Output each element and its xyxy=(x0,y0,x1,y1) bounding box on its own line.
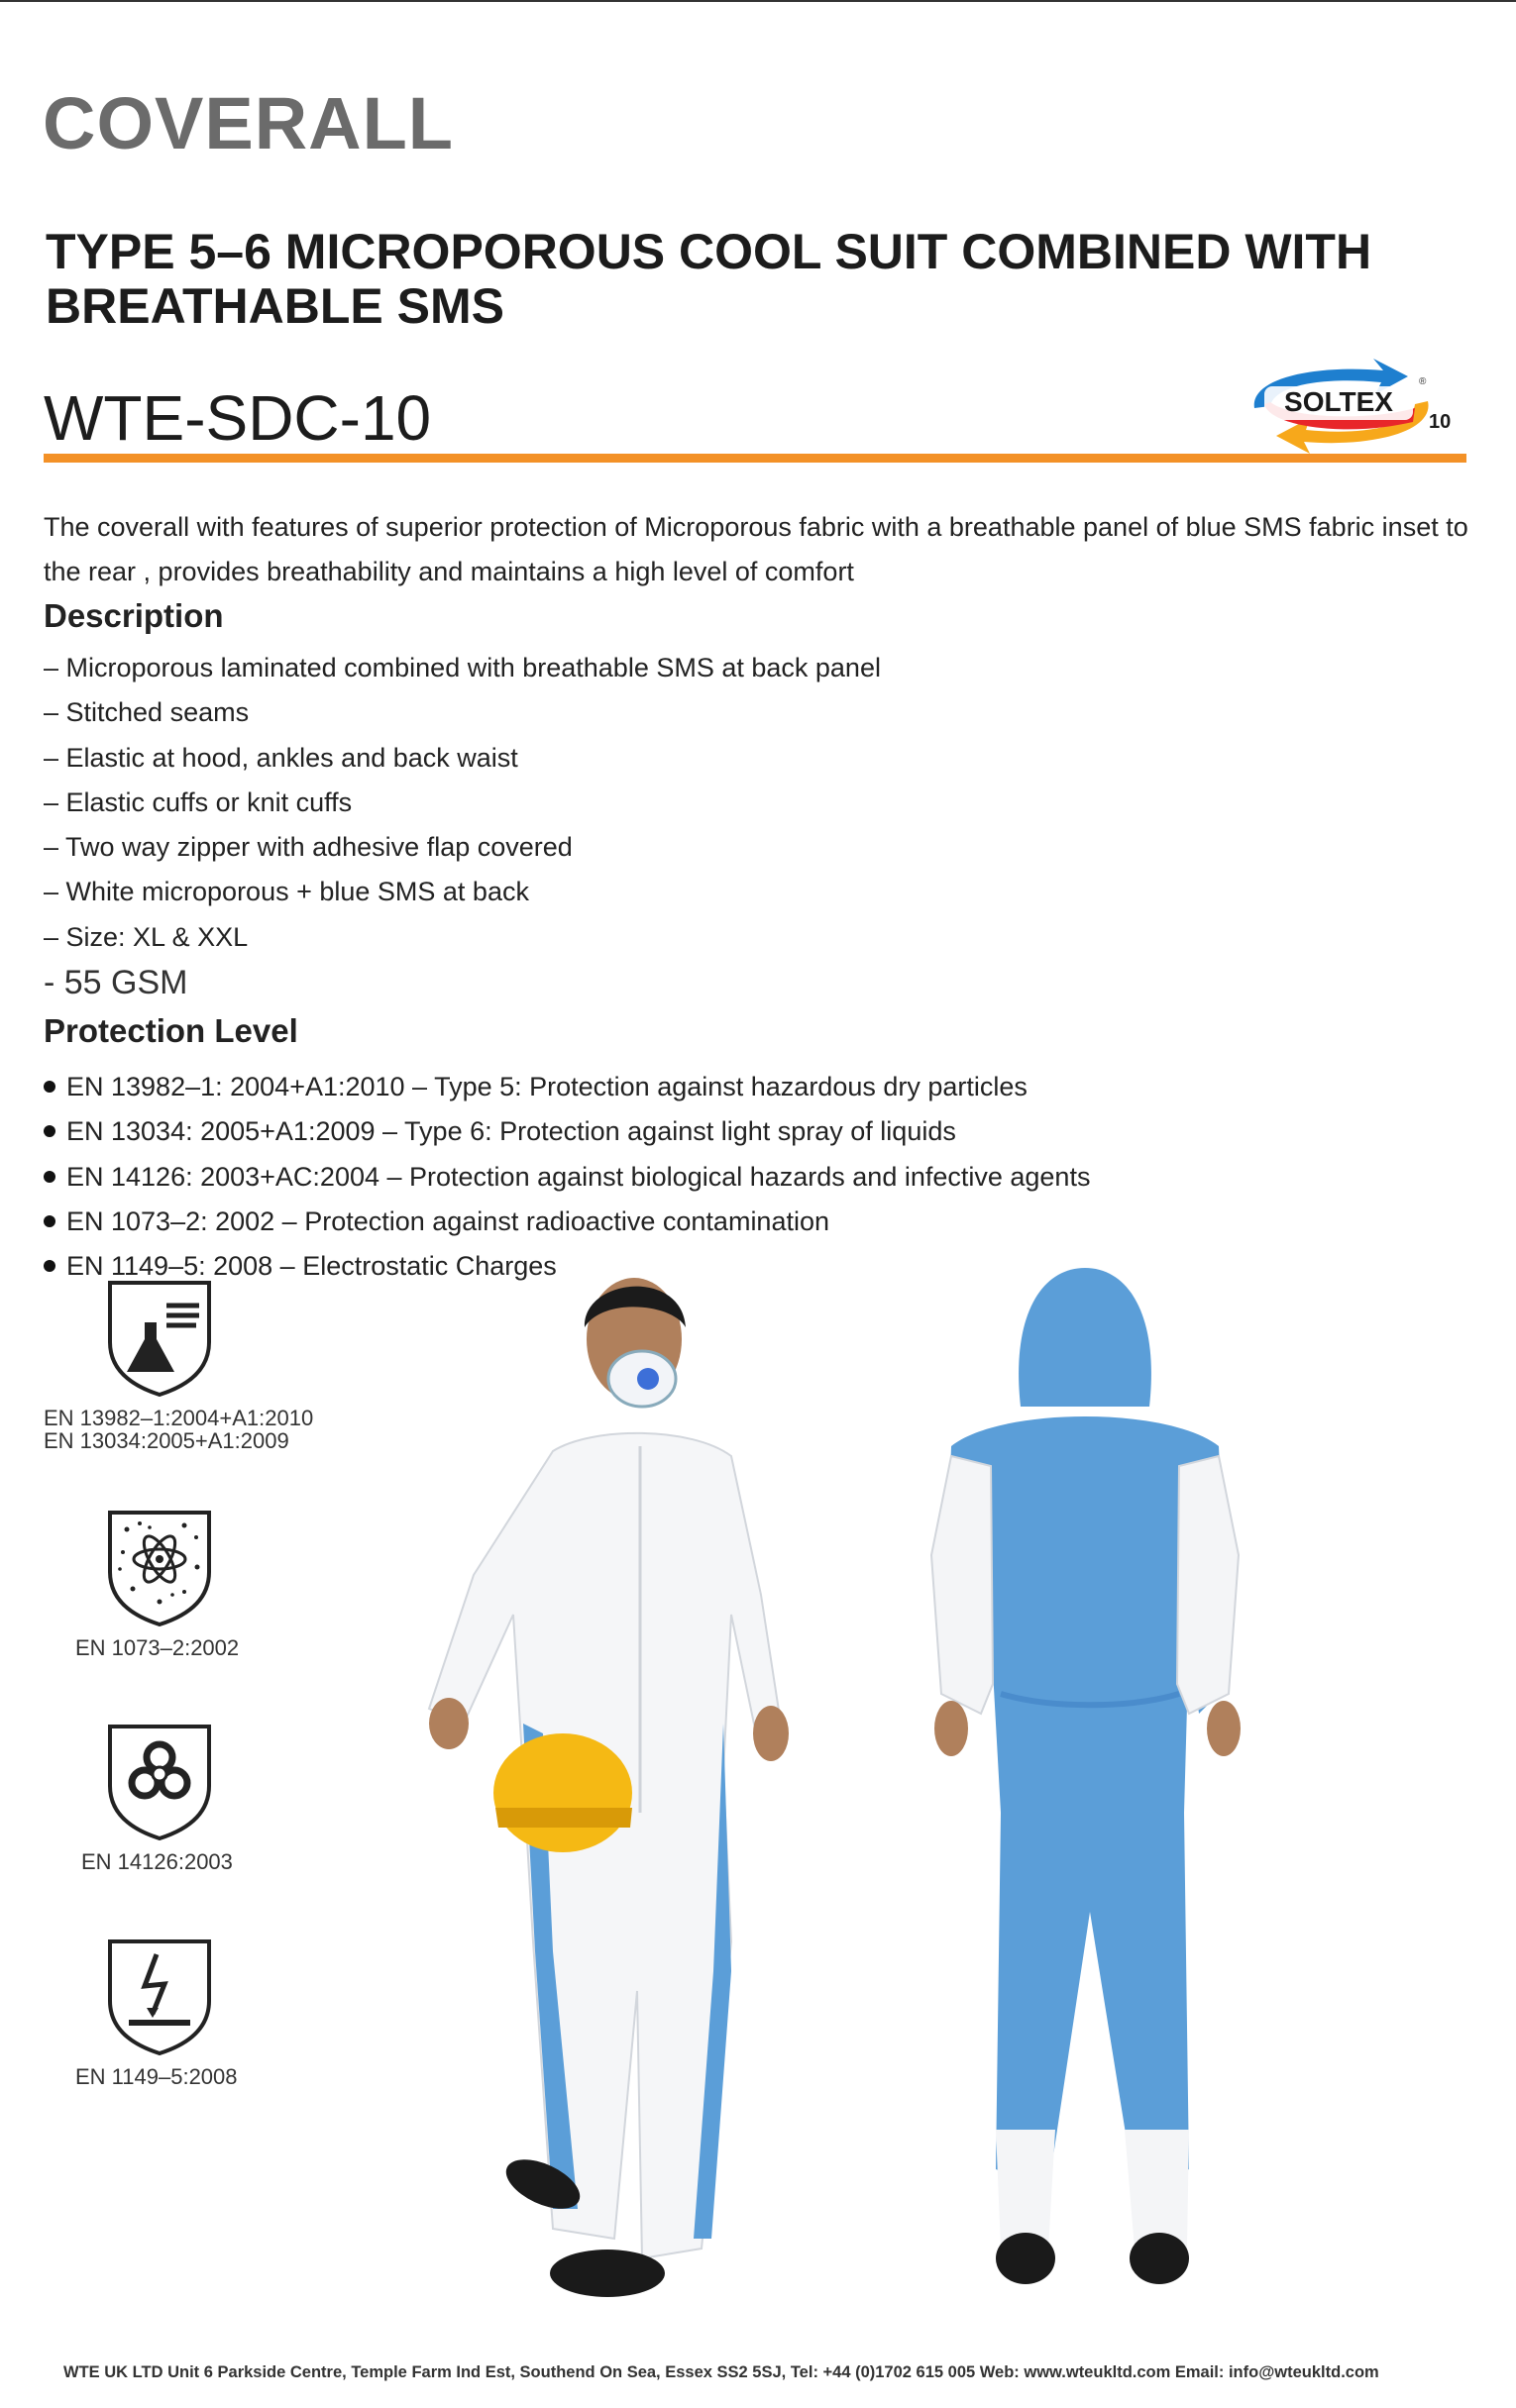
protection-item: EN 1149–5: 2008 – Electrostatic Charges xyxy=(44,1244,1090,1289)
coverall-back-photo xyxy=(892,1258,1278,2313)
orange-divider xyxy=(44,454,1466,463)
description-item: – Stitched seams xyxy=(44,697,250,728)
description-item: – Elastic at hood, ankles and back waist xyxy=(44,742,518,773)
biohazard-icon xyxy=(105,1722,214,1840)
protection-list xyxy=(44,1065,1090,1289)
top-border xyxy=(0,0,1516,2)
category-title: COVERALL xyxy=(43,82,454,164)
protection-title: Protection Level xyxy=(44,1012,298,1049)
soltex-logo xyxy=(1225,357,1462,456)
description-item: – Size: XL & XXL xyxy=(44,921,249,952)
description-title: Description xyxy=(44,597,224,634)
description-list xyxy=(44,646,881,960)
protection-item: EN 1073–2: 2002 – Protection against radioactive contamination xyxy=(44,1200,1090,1244)
description-item: – Microporous laminated combined with breathable SMS at back panel xyxy=(44,653,881,682)
protection-item: EN 13982–1: 2004+A1:2010 – Type 5: Protection against hazardous dry particles xyxy=(44,1065,1090,1109)
bullet-icon xyxy=(44,1081,55,1093)
description-item: – Two way zipper with adhesive flap covered xyxy=(44,832,573,863)
model-number: WTE-SDC-10 xyxy=(44,382,432,454)
radioactive-particles-icon xyxy=(105,1508,214,1626)
intro-paragraph: The coverall with features of superior protection of Microporous fabric with a breathable panel of blue SMS fabric inset to the rear , provides breathability and maintains a high level of comfort xyxy=(44,512,1468,586)
footer-contact: WTE UK LTD Unit 6 Parkside Centre, Temple Farm Ind Est, Southend On Sea, Essex SS2 5SJ, Tel: +44 (0)1702 615 005 Web: www.wteukltd.com Email: info@wteukltd.com xyxy=(63,2363,1379,2381)
logo-registered: ® xyxy=(1419,376,1427,387)
description-item: – Elastic cuffs or knit cuffs xyxy=(44,786,353,817)
coverall-front-photo xyxy=(404,1258,840,2313)
bullet-icon xyxy=(44,1171,55,1183)
cert-label-biohazard: EN 14126:2003 xyxy=(81,1849,233,1874)
heading-line-2: BREATHABLE SMS xyxy=(46,278,504,334)
protection-item: EN 13034: 2005+A1:2009 – Type 6: Protection against light spray of liquids xyxy=(44,1109,1090,1154)
bullet-icon xyxy=(44,1125,55,1137)
electrostatic-icon xyxy=(105,1937,214,2055)
logo-brand: SOLTEX xyxy=(1284,386,1393,417)
product-heading xyxy=(46,225,1453,334)
heading-line-1: TYPE 5–6 MICROPOROUS COOL SUIT COMBINED WITH xyxy=(46,224,1372,279)
bullet-icon xyxy=(44,1215,55,1227)
gsm-weight: - 55 GSM xyxy=(44,964,188,1001)
logo-number: 10 xyxy=(1429,411,1452,433)
cert-label-radioactive: EN 1073–2:2002 xyxy=(75,1635,240,1660)
cert-label-electrostatic: EN 1149–5:2008 xyxy=(75,2064,238,2089)
chemical-flask-icon xyxy=(105,1278,214,1397)
bullet-icon xyxy=(44,1260,55,1272)
protection-item: EN 14126: 2003+AC:2004 – Protection against biological hazards and infective agents xyxy=(44,1155,1090,1200)
description-item: – White microporous + blue SMS at back xyxy=(44,877,529,907)
cert-label-chemical: EN 13982–1:2004+A1:2010 EN 13034:2005+A1:2009 xyxy=(44,1406,314,1453)
